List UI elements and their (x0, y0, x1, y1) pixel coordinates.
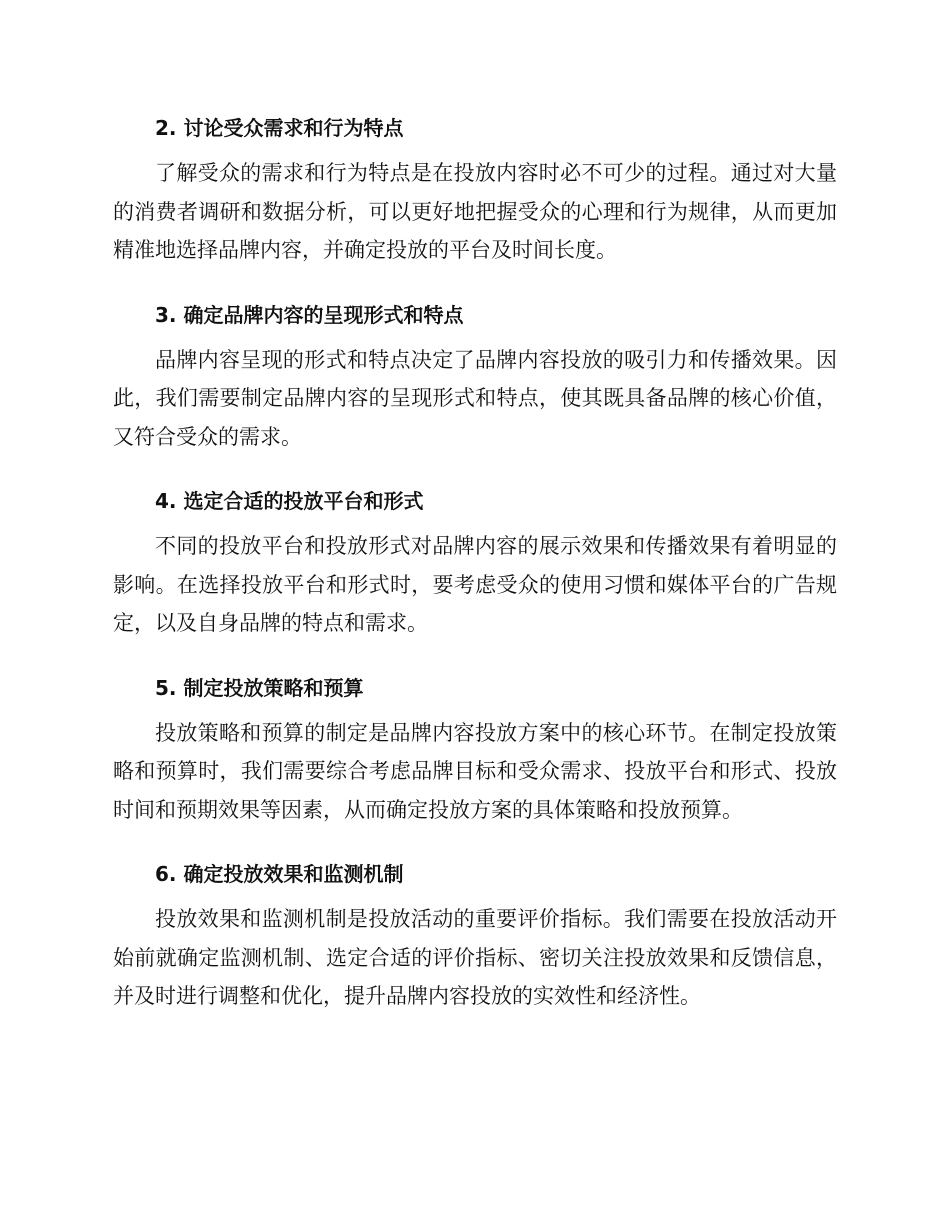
section-audience-needs (113, 108, 837, 270)
section-effect-monitoring (113, 854, 837, 1016)
section-heading: 3. 确定品牌内容的呈现形式和特点 (155, 302, 464, 327)
section-heading: 2. 讨论受众需求和行为特点 (155, 116, 404, 140)
section-platform-selection (113, 481, 837, 643)
section-paragraph: 了解受众的需求和行为特点是在投放内容时必不可少的过程。通过对大量的消费者调研和数据分析，可以更好地把握受众的心理和行为规律，从而更加精准地选择品牌内容，并确定投放的平台及时间长度。 (113, 161, 837, 262)
section-paragraph: 不同的投放平台和投放形式对品牌内容的展示效果和传播效果有着明显的影响。在选择投放平台和形式时，要考虑受众的使用习惯和媒体平台的广告规定，以及自身品牌的特点和需求。 (113, 534, 837, 635)
section-paragraph: 品牌内容呈现的形式和特点决定了品牌内容投放的吸引力和传播效果。因此，我们需要制定品牌内容的呈现形式和特点，使其既具备品牌的核心价值，又符合受众的需求。 (113, 347, 837, 449)
document-page (113, 108, 837, 1041)
section-content-format (113, 295, 837, 457)
section-strategy-budget (113, 668, 837, 830)
section-paragraph: 投放策略和预算的制定是品牌内容投放方案中的核心环节。在制定投放策略和预算时，我们需要综合考虑品牌目标和受众需求、投放平台和形式、投放时间和预期效果等因素，从而确定投放方案的具体策略和投放预算。 (113, 720, 837, 822)
section-paragraph: 投放效果和监测机制是投放活动的重要评价指标。我们需要在投放活动开始前就确定监测机制、选定合适的评价指标、密切关注投放效果和反馈信息，并及时进行调整和优化，提升品牌内容投放的实效性和经济性。 (113, 907, 837, 1008)
section-heading: 6. 确定投放效果和监测机制 (155, 862, 404, 886)
section-heading: 5. 制定投放策略和预算 (155, 675, 364, 700)
section-heading: 4. 选定合适的投放平台和形式 (155, 489, 424, 513)
